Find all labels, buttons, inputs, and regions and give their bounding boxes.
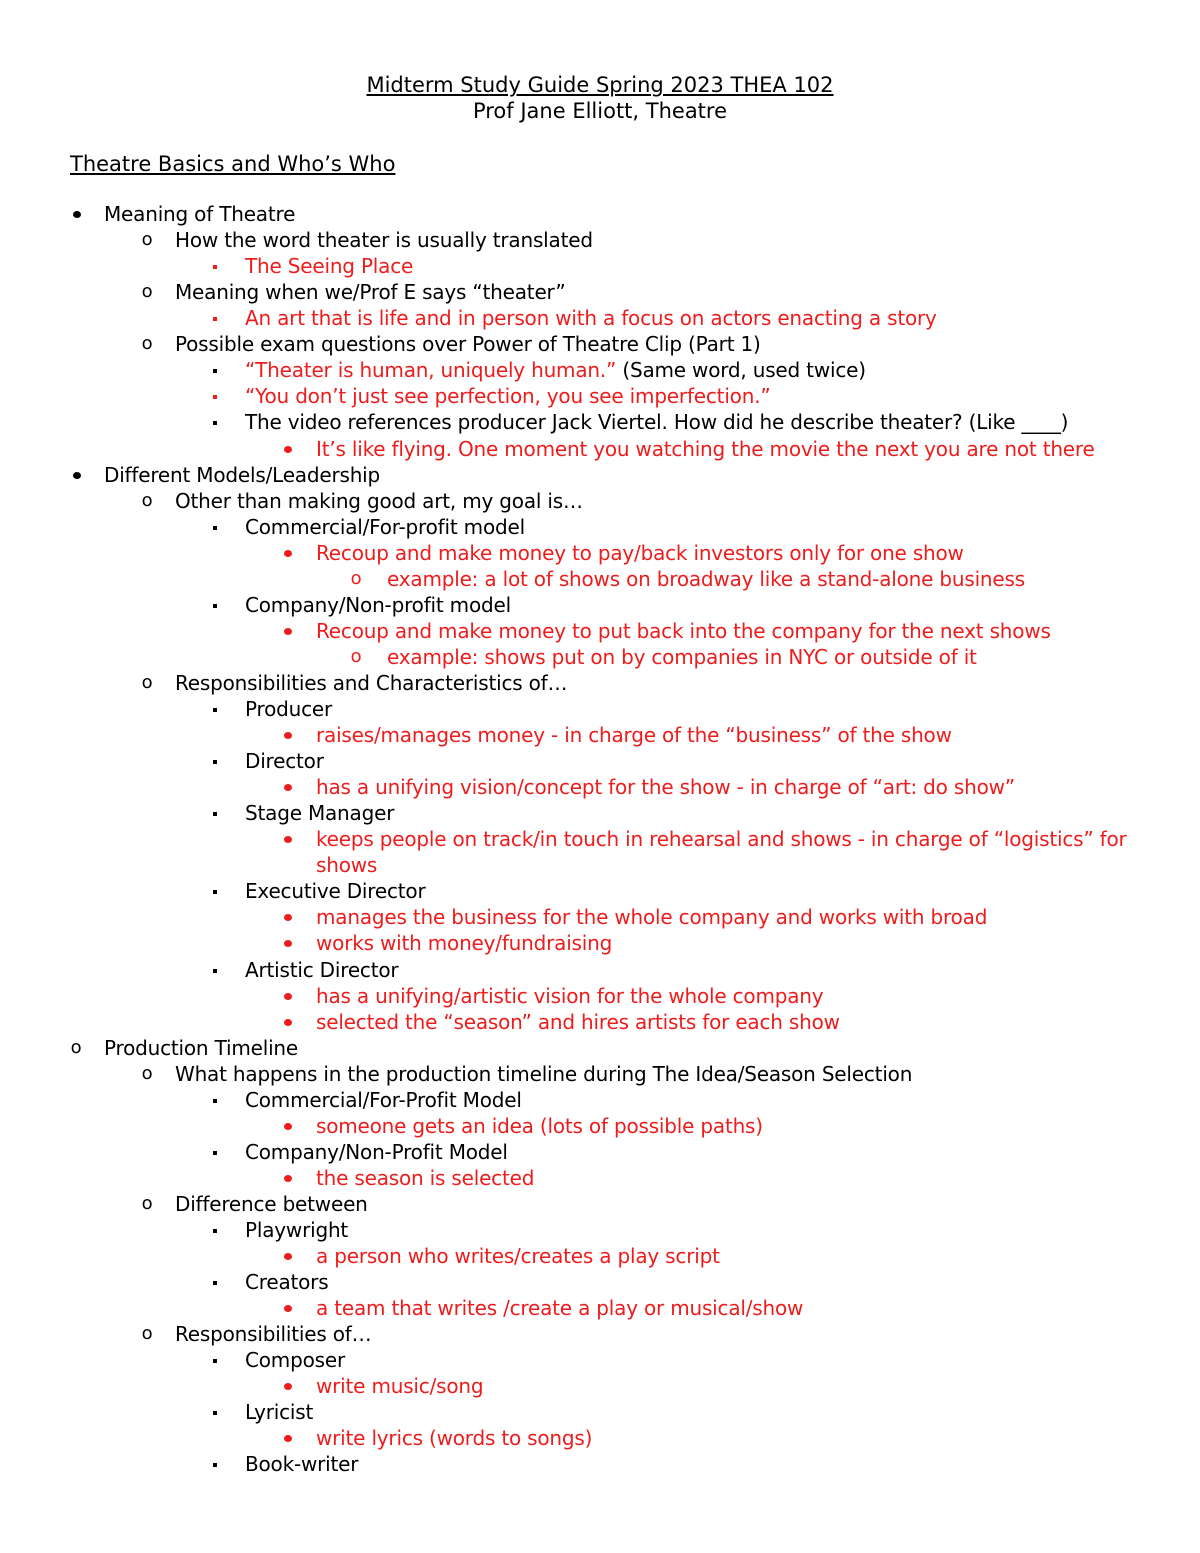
outline-item-text: Meaning when we/Prof E says “theater” <box>175 280 566 305</box>
outline-item-text: Possible exam questions over Power of Theatre Clip (Part 1) <box>175 332 761 357</box>
document-subtitle: Prof Jane Elliott, Theatre <box>472 99 728 123</box>
outline-item-text: Commercial/For-Profit Model <box>245 1087 522 1112</box>
outline-item-text: raises/manages money - in charge of the “business” of the show <box>316 723 952 747</box>
bullet-circle-o-icon: o <box>141 333 153 355</box>
outline-item-level-2 <box>0 1321 1200 1347</box>
outline-item-text: the season is selected <box>316 1165 535 1190</box>
outline-item-level-4 <box>0 436 1200 462</box>
outline-item-text-part: “Theater is human, uniquely human.” <box>245 358 617 383</box>
bullet-circle-o-icon: o <box>141 489 153 511</box>
bullet-circle-o-icon: o <box>70 1036 82 1058</box>
outline-item-level-4 <box>0 1113 1200 1139</box>
outline-item-text: The Seeing Place <box>245 254 414 279</box>
outline-item-text: example: shows put on by companies in NYC or outside of it <box>387 644 977 669</box>
section-heading: Theatre Basics and Who’s Who <box>70 152 396 176</box>
bullet-circle-o-icon: o <box>141 281 153 303</box>
outline-item-level-4 <box>0 1009 1200 1035</box>
outline-item-level-2 <box>0 1191 1200 1217</box>
outline-item-level-4 <box>0 1165 1200 1191</box>
outline-item-text: It’s like flying. One moment you watching the movie the next you are not there <box>316 436 1095 461</box>
outline-item-text: Recoup and make money to pay/back investors only for one show <box>316 540 964 565</box>
outline-item-text: Recoup and make money to put back into the company for the next shows <box>316 618 1051 643</box>
outline-item-level-2 <box>0 279 1200 305</box>
outline-item-text: Stage Manager <box>245 801 395 826</box>
outline-item-text: Commercial/For-profit model <box>245 514 525 539</box>
outline-item-text: has a unifying/artistic vision for the whole company <box>316 983 824 1008</box>
outline-item-level-1 <box>0 462 1200 488</box>
outline-item-text: write lyrics (words to songs) <box>316 1426 593 1451</box>
outline-item-text: Company/Non-profit model <box>245 592 511 617</box>
bullet-circle-o-icon: o <box>141 1323 153 1345</box>
outline-item-level-1 <box>0 1035 1200 1061</box>
outline-item-text: Creators <box>245 1270 329 1294</box>
outline-item-level-2 <box>0 1061 1200 1087</box>
outline-item-text: shows <box>316 853 378 878</box>
outline-item-level-3 <box>0 305 1200 331</box>
bullet-circle-o-icon: o <box>141 671 153 693</box>
outline-item-level-4 <box>0 930 1200 956</box>
outline-item-text: manages the business for the whole company and works with broad <box>316 905 988 930</box>
outline-item-level-3 <box>0 748 1200 774</box>
outline-item-level-3 <box>0 1347 1200 1373</box>
outline-item-level-3 <box>0 409 1200 435</box>
outline-item-text: example: a lot of shows on broadway like a stand-alone business <box>387 566 1025 591</box>
outline-item-text: Other than making good art, my goal is… <box>175 488 583 513</box>
outline-item-level-3 <box>0 592 1200 618</box>
outline-item-level-4 <box>0 1243 1200 1269</box>
outline-item-level-4 <box>0 852 1200 878</box>
document-title: Midterm Study Guide Spring 2023 THEA 102 <box>366 73 834 97</box>
outline-item-text: Difference between <box>175 1191 368 1216</box>
outline-item-text: What happens in the production timeline during The Idea/Season Selection <box>175 1061 913 1086</box>
outline-item-text: Artistic Director <box>245 957 399 982</box>
outline-item-level-3 <box>0 514 1200 540</box>
bullet-circle-o-icon: o <box>141 229 153 251</box>
outline-item-text: Meaning of Theatre <box>104 202 296 226</box>
outline-item-text: Responsibilities of… <box>175 1322 372 1347</box>
outline-item-level-4 <box>0 826 1200 852</box>
outline-item-level-4 <box>0 1295 1200 1321</box>
outline-item-text: a team that writes /create a play or musical/show <box>316 1296 804 1321</box>
outline-item-text: The video references producer Jack Viertel. How did he describe theater? (Like ____) <box>245 410 1069 435</box>
outline-item-level-3 <box>0 878 1200 904</box>
outline-item-level-3 <box>0 383 1200 409</box>
outline-item-text-part: (Same word, used twice) <box>616 358 866 383</box>
outline-item-text: write music/song <box>316 1374 484 1399</box>
outline-item-text: Responsibilities and Characteristics of… <box>175 670 568 695</box>
outline-item-level-3 <box>0 800 1200 826</box>
outline-item-text: someone gets an idea (lots of possible paths) <box>316 1113 763 1138</box>
outline-item-level-4 <box>0 618 1200 644</box>
outline-item-text: Playwright <box>245 1218 349 1242</box>
outline-item-level-3 <box>0 696 1200 722</box>
outline-item-text: Book-writer <box>245 1452 359 1477</box>
outline-item-text: “You don’t just see perfection, you see imperfection.” <box>245 384 771 409</box>
outline-item-level-4 <box>0 774 1200 800</box>
bullet-circle-o-icon: o <box>350 645 362 667</box>
outline-item-text: a person who writes/creates a play script <box>316 1244 720 1268</box>
outline-item-level-4 <box>0 983 1200 1009</box>
outline-item-level-3 <box>0 357 1200 383</box>
outline-item-text: Production Timeline <box>104 1035 299 1060</box>
outline-item-level-3 <box>0 253 1200 279</box>
outline-item-level-3 <box>0 1139 1200 1165</box>
bullet-circle-o-icon: o <box>350 567 362 589</box>
outline-item-level-3 <box>0 1269 1200 1295</box>
bullet-circle-o-icon: o <box>141 1192 153 1214</box>
outline-item-level-3 <box>0 1217 1200 1243</box>
outline-item-text <box>245 357 866 383</box>
outline-item-level-2 <box>0 331 1200 357</box>
outline-item-level-3 <box>0 957 1200 983</box>
outline-item-text: works with money/fundraising <box>316 931 613 956</box>
outline-item-text: Composer <box>245 1348 345 1373</box>
outline-item-level-4 <box>0 904 1200 930</box>
outline-item-level-3 <box>0 1087 1200 1113</box>
outline-item-text: How the word theater is usually translated <box>175 228 593 253</box>
outline-item-level-1 <box>0 201 1200 227</box>
outline-item-level-4 <box>0 1373 1200 1399</box>
outline-item-text: keeps people on track/in touch in rehearsal and shows - in charge of “logistics” for <box>316 827 1127 852</box>
outline-item-level-4 <box>0 1425 1200 1451</box>
outline-item-text: selected the “season” and hires artists for each show <box>316 1009 840 1034</box>
outline-item-level-4 <box>0 540 1200 566</box>
outline-item-level-2 <box>0 670 1200 696</box>
outline-item-text: An art that is life and in person with a focus on actors enacting a story <box>245 306 937 331</box>
outline-item-level-2 <box>0 227 1200 253</box>
outline-item-level-4 <box>0 722 1200 748</box>
outline-item-level-5 <box>0 644 1200 670</box>
outline-item-text: Executive Director <box>245 879 426 904</box>
outline-item-text: Company/Non-Profit Model <box>245 1139 508 1164</box>
outline-item-text: has a unifying vision/concept for the show - in charge of “art: do show” <box>316 775 1015 800</box>
outline-item-level-2 <box>0 488 1200 514</box>
outline-item-text: Producer <box>245 697 333 721</box>
outline-item-level-3 <box>0 1451 1200 1477</box>
bullet-circle-o-icon: o <box>141 1062 153 1084</box>
outline-item-level-3 <box>0 1399 1200 1425</box>
outline-item-text: Director <box>245 749 324 774</box>
outline-item-text: Different Models/Leadership <box>104 462 381 487</box>
outline-item-text: Lyricist <box>245 1400 314 1425</box>
outline-item-level-5 <box>0 566 1200 592</box>
